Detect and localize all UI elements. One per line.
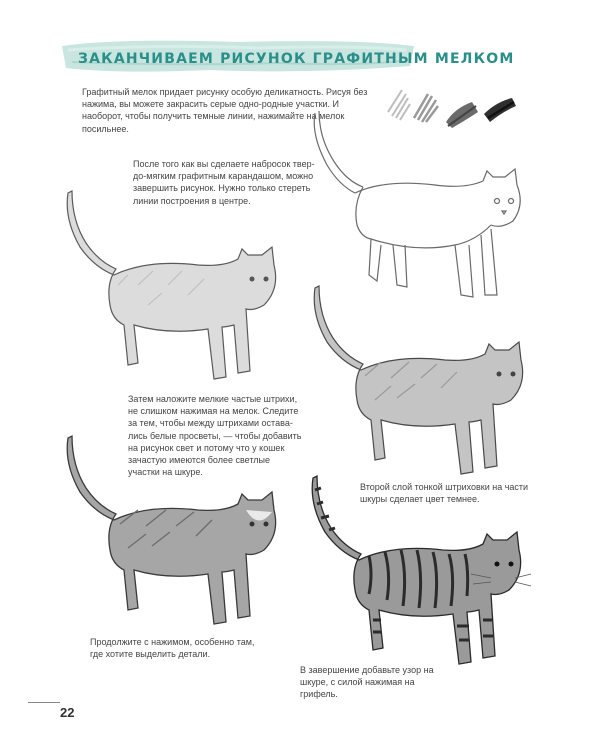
step-2-caption: Затем наложите мелкие частые штрихи, не слишком нажимая на мелок. Следите за тем, чтобы между штрихами оставa-лись белые просветы, — чтобы добавить на рисунок свет и потому что у кошек зачастую имеются более светлые участки на шкуре. <box>128 394 302 478</box>
page-title: ЗАКАНЧИВАЕМ РИСУНОК ГРАФИТНЫМ МЕЛКОМ <box>78 51 515 67</box>
medium-shaded-cat <box>305 280 535 480</box>
detailed-shaded-cat <box>58 430 288 630</box>
light-shaded-cat <box>58 185 288 385</box>
step-3-caption: Второй слой тонкой штриховки на части шкуры сделает цвет темнее. <box>360 482 529 505</box>
step-1-caption: После того как вы сделаете набросок твер-до-мягким графитным карандашом, можно завершить рисунок. Нужно только стереть линии построения в центре. <box>133 159 315 206</box>
step-5-caption: В завершение добавьте узор на шкуре, с силой нажимая на грифель. <box>300 665 434 700</box>
page-number: 22 <box>60 705 75 720</box>
outline-cat <box>305 105 535 305</box>
striped-cat <box>298 470 538 670</box>
intro-paragraph: Графитный мелок придает рисунку особую деликатность. Рисуя без нажима, вы можете закрасить серые одно-родные участки. И наоборот, чтобы получить темные линии, нажимайте на мелок посильнее. <box>82 87 368 134</box>
step-4-caption: Продолжите с нажимом, особенно там, где хотите выделить детали. <box>90 637 255 660</box>
footer-divider <box>28 702 60 703</box>
